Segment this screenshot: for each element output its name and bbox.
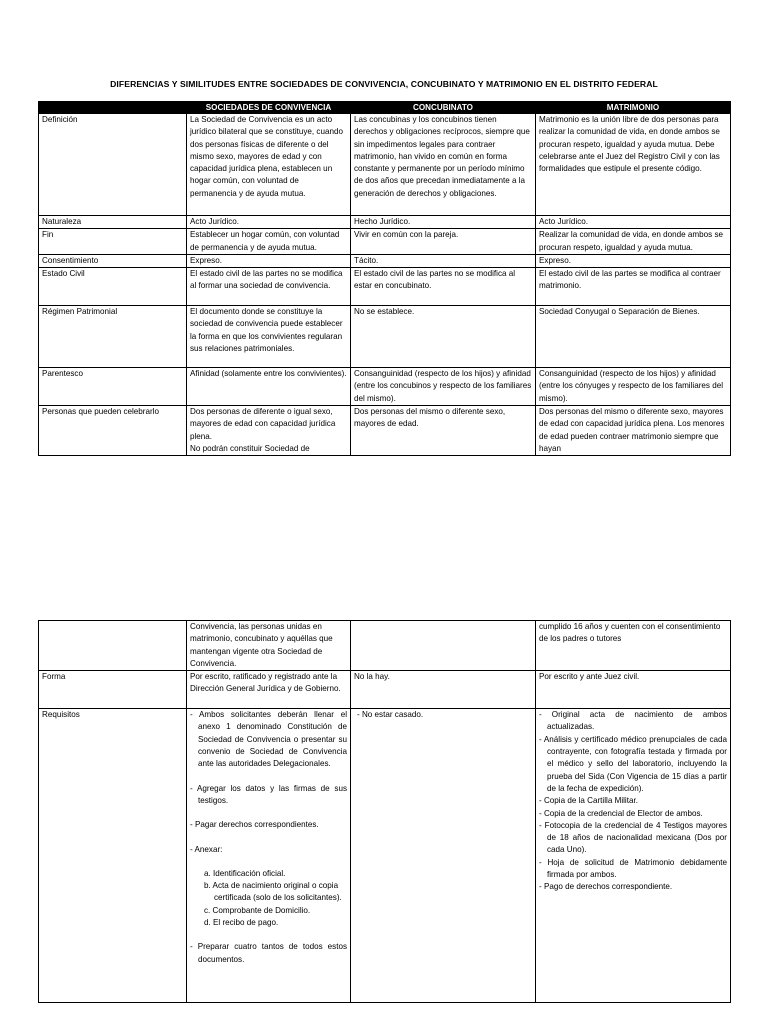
- row-forma: [39, 671, 731, 709]
- cell-text: Dos personas de diferente o igual sexo, mayores de edad con capacidad jurídica plena.: [190, 407, 336, 441]
- list-item: d. El recibo de pago.: [204, 918, 279, 928]
- cell-concubinato: [351, 621, 536, 671]
- cell-matrimonio: cumplido 16 años y cuenten con el consentimiento de los padres o tutores: [536, 621, 731, 671]
- list-item: - Original acta de nacimiento de ambos actualizadas.: [539, 710, 727, 732]
- row-fin: [39, 229, 731, 255]
- cell-concubinato: El estado civil de las partes no se modifica al estar en concubinato.: [351, 268, 536, 306]
- list-spacer: [190, 771, 347, 783]
- list-item: - Fotocopia de la credencial de 4 Testigos mayores de 18 años de nacionalidad mexicana (Dos por cada Uno).: [539, 820, 727, 855]
- cell-sociedades: El estado civil de las partes no se modifica al formar una sociedad de convivencia.: [187, 268, 351, 306]
- cell-concubinato: Hecho Jurídico.: [351, 216, 536, 229]
- cell-matrimonio: Sociedad Conyugal o Separación de Bienes.: [536, 306, 731, 368]
- row-definicion: [39, 114, 731, 216]
- list-item: - Anexar:: [190, 844, 223, 854]
- row-label: [39, 621, 187, 671]
- list-spacer: [190, 807, 347, 819]
- list-item: - Pagar derechos correspondientes.: [190, 820, 319, 830]
- list-item: - Pago de derechos correspondiente.: [539, 882, 673, 892]
- cell-sociedades: [187, 709, 351, 1003]
- row-personas-continued: [39, 621, 731, 671]
- comparison-table-page-1: [38, 101, 731, 456]
- list-item: - Análisis y certificado médico prenupciales de cada contrayente, con fotografía testada y firmada por el médico y sello del laboratorio, incluyendo la prueba del Sida (Con Vigencia de 15 días a partir de la fecha de expedición).: [539, 734, 727, 793]
- row-naturaleza: [39, 216, 731, 229]
- header-sociedades: SOCIEDADES DE CONVIVENCIA: [187, 102, 351, 114]
- header-concubinato: CONCUBINATO: [351, 102, 536, 114]
- cell-matrimonio: Matrimonio es la unión libre de dos personas para realizar la comunidad de vida, en donde ambos se procuran respeto, igualdad y ayuda mutua. Debe celebrarse ante el Juez del Registro Civil y con las formalidades que estipule el presente código.: [536, 114, 731, 216]
- cell-matrimonio: [536, 709, 731, 1003]
- row-label: Personas que pueden celebrarlo: [39, 406, 187, 456]
- cell-concubinato: Vivir en común con la pareja.: [351, 229, 536, 255]
- requisitos-list-matrimonio: [539, 709, 727, 893]
- list-item: c. Comprobante de Domicilio.: [204, 905, 311, 915]
- comparison-table-page-2: [38, 620, 731, 1003]
- cell-matrimonio: Consanguinidad (respecto de los hijos) y afinidad (entre los cónyuges y respecto de los familiares del mismo).: [536, 368, 731, 406]
- row-personas: [39, 406, 731, 456]
- row-estado-civil: [39, 268, 731, 306]
- cell-sociedades: El documento donde se constituye la sociedad de convivencia puede establecer la forma en que los convivientes regularan sus relaciones patrimoniales.: [187, 306, 351, 368]
- row-label: Consentimiento: [39, 254, 187, 267]
- row-requisitos: [39, 709, 731, 1003]
- list-item: - Copia de la Cartilla Militar.: [539, 796, 638, 806]
- row-label: Estado Civil: [39, 268, 187, 306]
- list-item: a. Identificación oficial.: [204, 868, 286, 878]
- cell-sociedades: Acto Jurídico.: [187, 216, 351, 229]
- header-blank: [39, 102, 187, 114]
- row-regimen-patrimonial: [39, 306, 731, 368]
- row-parentesco: [39, 368, 731, 406]
- row-consentimiento: [39, 254, 731, 267]
- cell-matrimonio: El estado civil de las partes se modifica al contraer matrimonio.: [536, 268, 731, 306]
- cell-text-continued: No podrán constituir Sociedad de: [190, 443, 310, 453]
- cell-matrimonio: Por escrito y ante Juez civil.: [536, 671, 731, 709]
- header-matrimonio: MATRIMONIO: [536, 102, 731, 114]
- list-item: - Preparar cuatro tantos de todos estos documentos.: [190, 942, 347, 964]
- list-spacer: [190, 832, 347, 844]
- cell-matrimonio: Dos personas del mismo o diferente sexo, mayores de edad con capacidad jurídica plena. Los menores de edad pueden contraer matrimonio siempre que hayan: [536, 406, 731, 456]
- cell-sociedades: Convivencia, las personas unidas en matrimonio, concubinato y aquéllas que mantengan vigente otra Sociedad de Convivencia.: [187, 621, 351, 671]
- row-label: Forma: [39, 671, 187, 709]
- cell-concubinato: Dos personas del mismo o diferente sexo, mayores de edad.: [351, 406, 536, 456]
- cell-concubinato: Las concubinas y los concubinos tienen derechos y obligaciones recíprocos, siempre que sin impedimentos legales para contraer matrimonio, han vivido en común en forma constante y permanente por un período mínimo de dos años que precedan inmediatamente a la generación de derechos y obligaciones.: [351, 114, 536, 216]
- anexos-list: [190, 868, 347, 929]
- requisitos-list-sociedades: [190, 709, 347, 868]
- cell-concubinato: Consanguinidad (respecto de los hijos) y afinidad (entre los concubinos y respecto de los familiares del mismo).: [351, 368, 536, 406]
- cell-concubinato: No la hay.: [351, 671, 536, 709]
- cell-sociedades: [187, 406, 351, 456]
- list-item: - Ambos solicitantes deberán llenar el anexo 1 denominado Constitución de Sociedad de Convivencia o presentar su convenio de Sociedad de Convivencia ante las autoridades Delegacionales.: [190, 710, 347, 769]
- row-label: Requisitos: [39, 709, 187, 1003]
- cell-concubinato: No se establece.: [351, 306, 536, 368]
- list-spacer: [190, 856, 347, 868]
- row-label: Definición: [39, 114, 187, 216]
- cell-matrimonio: Realizar la comunidad de vida, en donde ambos se procuran respeto, igualdad y ayuda mutua.: [536, 229, 731, 255]
- document-title: DIFERENCIAS Y SIMILITUDES ENTRE SOCIEDADES DE CONVIVENCIA, CONCUBINATO Y MATRIMONIO EN EL DISTRITO FEDERAL: [110, 79, 658, 89]
- list-item: b. Acta de nacimiento original o copia certificada (solo de los solicitantes).: [204, 881, 342, 903]
- list-spacer: [190, 929, 347, 941]
- cell-matrimonio: Expreso.: [536, 254, 731, 267]
- cell-concubinato: - No estar casado.: [351, 709, 536, 1003]
- cell-concubinato: Tácito.: [351, 254, 536, 267]
- cell-sociedades: Afinidad (solamente entre los convivientes).: [187, 368, 351, 406]
- list-item: - Agregar los datos y las firmas de sus testigos.: [190, 783, 347, 805]
- row-label: Parentesco: [39, 368, 187, 406]
- cell-matrimonio: Acto Jurídico.: [536, 216, 731, 229]
- table-header-row: [39, 102, 731, 114]
- cell-sociedades: Por escrito, ratificado y registrado ante la Dirección General Jurídica y de Gobierno.: [187, 671, 351, 709]
- list-item: - Hoja de solicitud de Matrimonio debidamente firmada por ambos.: [539, 857, 727, 880]
- row-label: Fin: [39, 229, 187, 255]
- list-item: - Copia de la credencial de Elector de ambos.: [539, 808, 703, 818]
- cell-sociedades: Establecer un hogar común, con voluntad de permanencia y de ayuda mutua.: [187, 229, 351, 255]
- cell-sociedades: Expreso.: [187, 254, 351, 267]
- requisitos-list-sociedades-final: [190, 929, 347, 966]
- row-label: Régimen Patrimonial: [39, 306, 187, 368]
- row-label: Naturaleza: [39, 216, 187, 229]
- cell-sociedades: La Sociedad de Convivencia es un acto jurídico bilateral que se constituye, cuando dos personas físicas de diferente o del mismo sexo, mayores de edad y con capacidad jurídica plena, establecen un hogar común, con voluntad de permanencia y de ayuda mutua.: [187, 114, 351, 216]
